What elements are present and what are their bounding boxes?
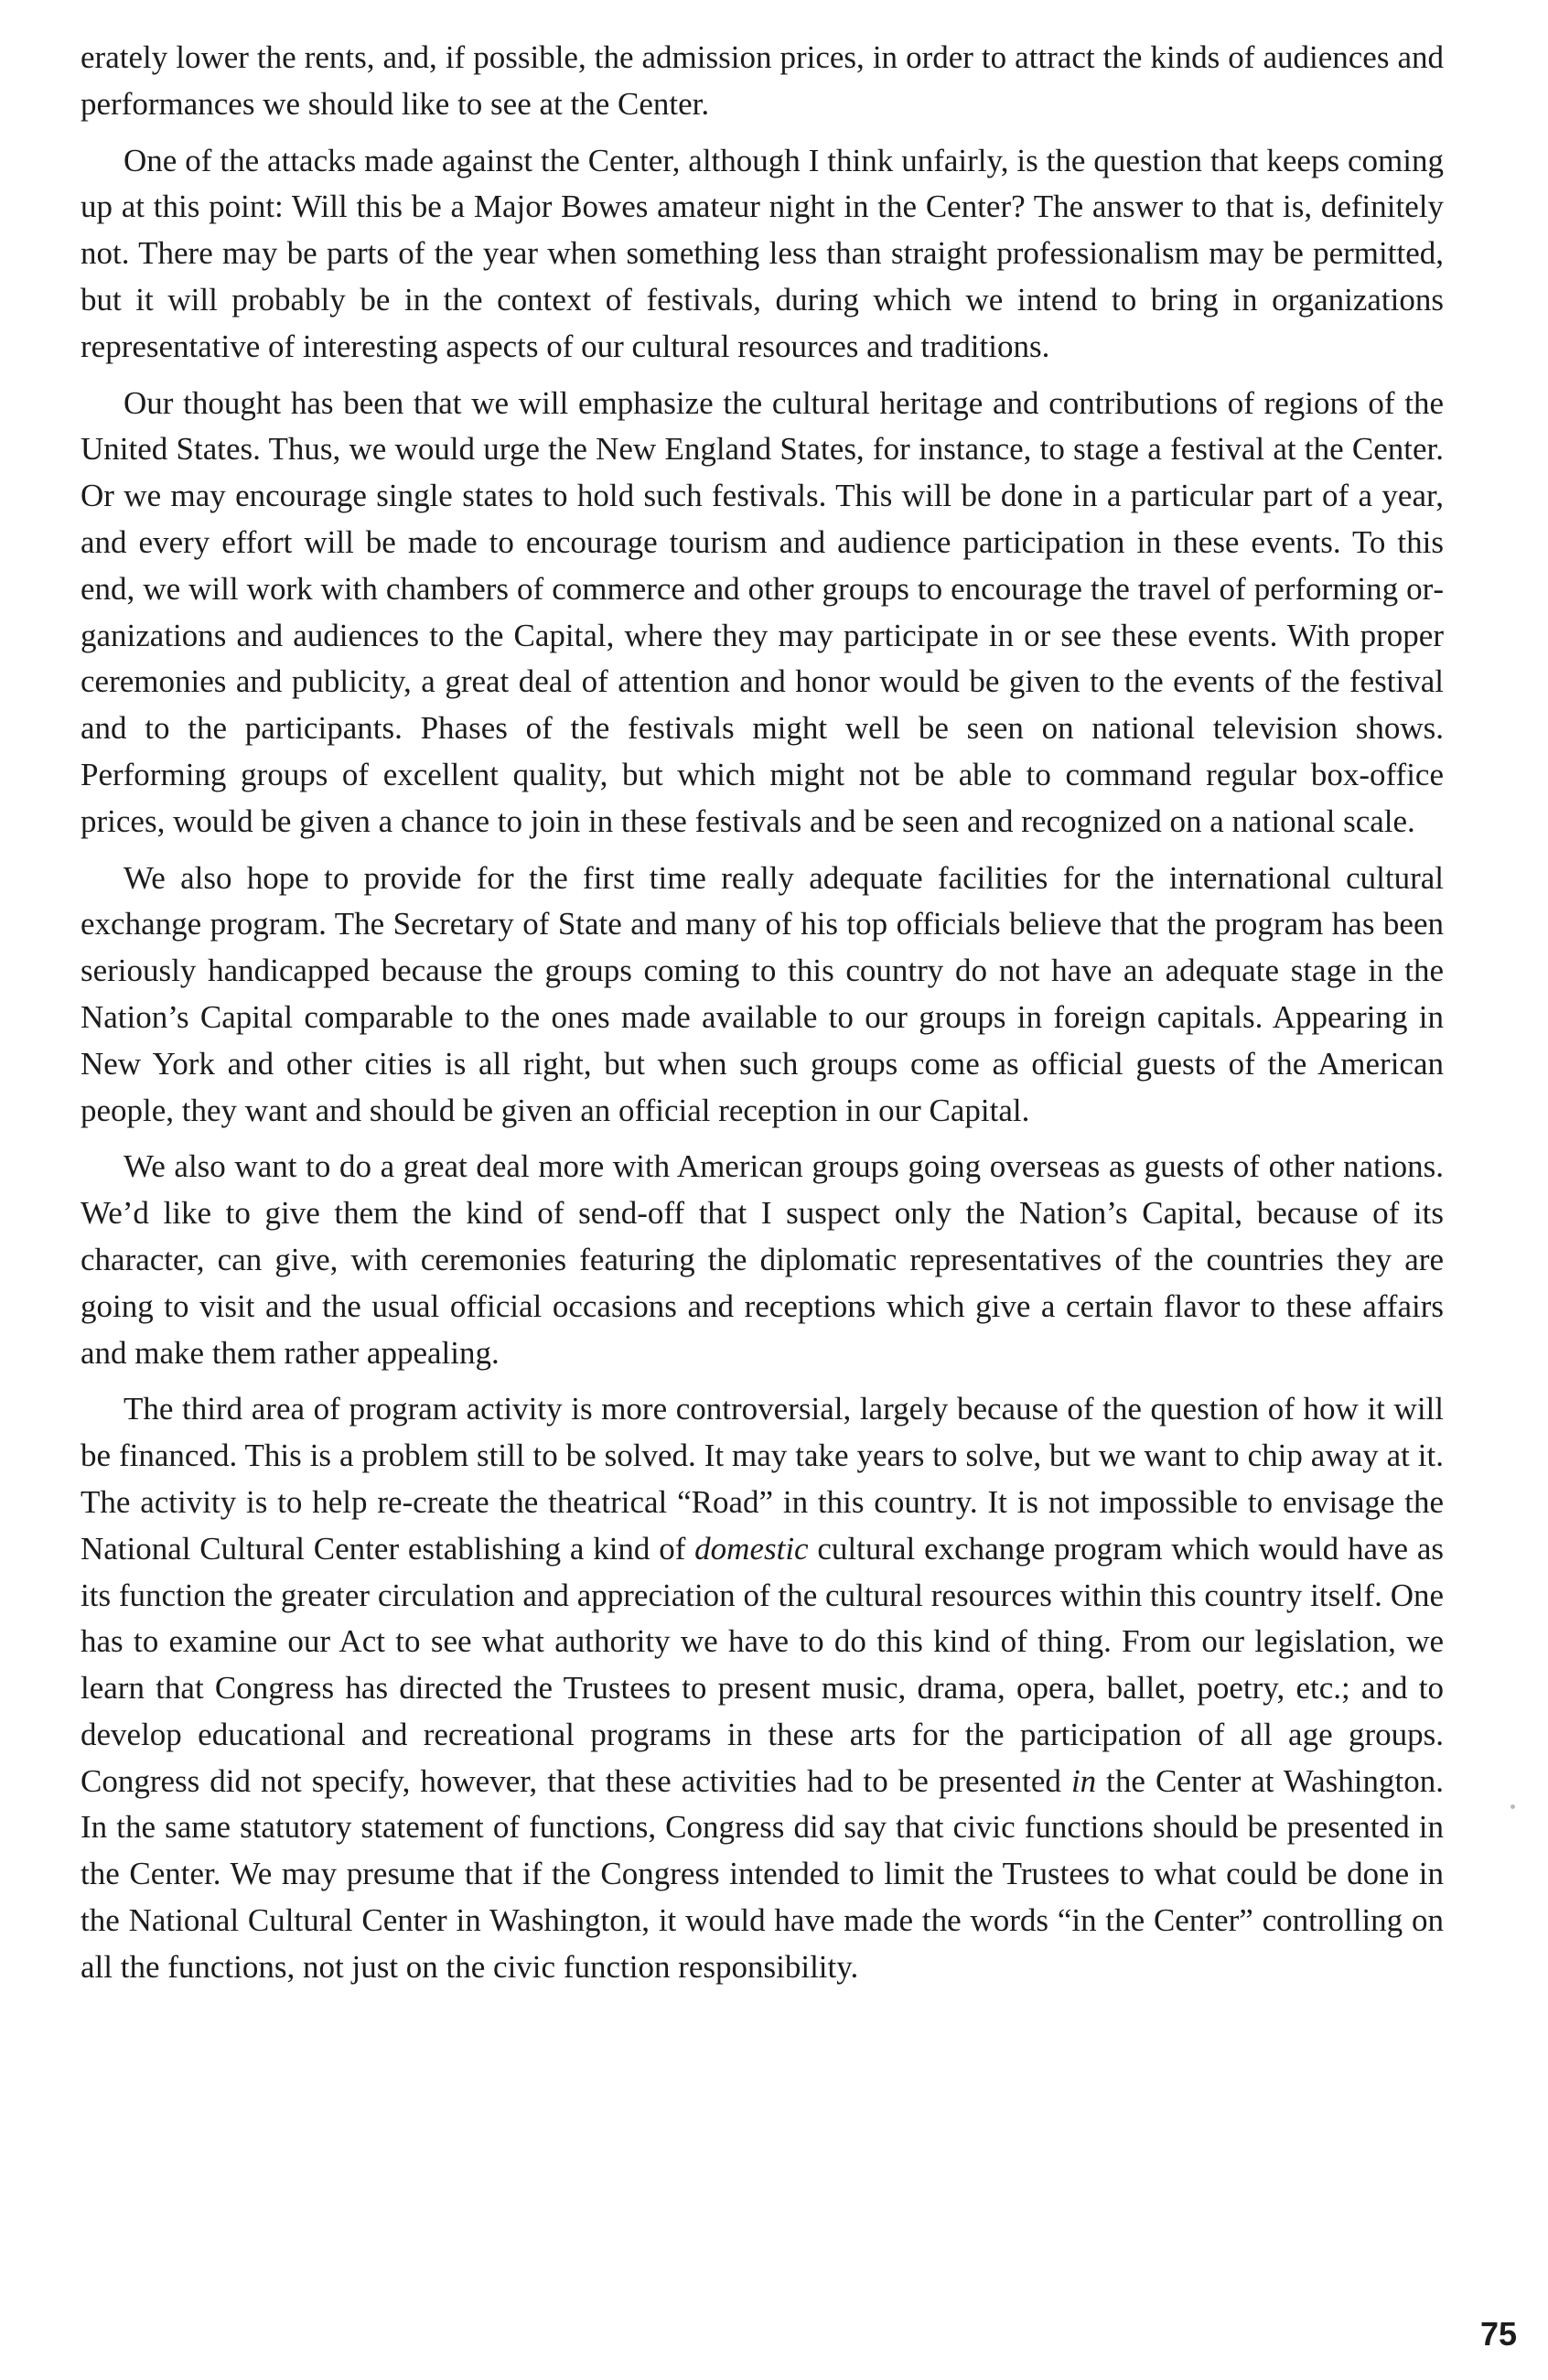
margin-speck (1510, 1804, 1515, 1809)
paragraph-regional-festivals: Our thought has been that we will emphasize the cultural heritage and contributions of regions of the United States. Thus, we would urge the New England States, for instance, to stage a festival at the Center. Or we may encourage single states to hold such festivals. This will be done in a particular part of a year, and every effort will be made to encourage tourism and audience participation in these events. To this end, we will work with chambers of commerce and other groups to encourage the travel of performing organizations and audiences to the Capital, where they may participate in or see these events. With proper ceremonies and publicity, a great deal of attention and honor would be given to the events of the festival and to the participants. Phases of the festivals might well be seen on national television shows. Performing groups of excellent quality, but which might not be able to command regular box-office prices, would be given a chance to join in these festivals and be seen and recognized on a national scale. (81, 384, 1444, 839)
paragraph-international-exchange: We also hope to provide for the first time really adequate facilities for the international cultural exchange program. The Secretary of State and many of his top officials believe that the program has been seriously handicapped because the groups coming to this country do not have an adequate stage in the Nation’s Capital comparable to the ones made available to our groups in foreign capitals. Appearing in New York and other cities is all right, but when such groups come as official guests of the American people, they want and should be given an official reception in our Capital. (81, 859, 1444, 1128)
paragraph-overseas-groups: We also want to do a great deal more with American groups going overseas as guests of other nations. We’d like to give them the kind of send-off that I suspect only the Nation’s Capital, because of its character, can give, with ceremonies featuring the diplomatic representatives of the countries they are going to visit and the usual official occasions and receptions which give a certain flavor to these affairs and make them rather appealing. (81, 1148, 1444, 1371)
paragraph-continuation: erately lower the rents, and, if possible, the admission prices, in order to attract the kinds of audiences and performances we should like to see at the Center. (81, 39, 1444, 122)
page-number: 75 (1480, 2315, 1518, 2353)
paragraph-attacks: One of the attacks made against the Center, although I think unfairly, is the question that keeps coming up at this point: Will this be a Major Bowes amateur night in the Center? The answer to that is, definitely not. There may be parts of the year when something less than straight professionalism may be permitted, but it will probably be in the context of festivals, during which we intend to bring in organizations representative of interesting aspects of our cultural resources and traditions. (81, 142, 1444, 364)
paragraph-third-area: The third area of program activity is more controversial, largely because of the question of how it will be financed. This is a problem still to be solved. It may take years to solve, but we want to chip away at it. The activity is to help re-create the theatrical “Road” in this country. It is not impossible to envisage the National Cultural Center establishing a kind of domestic cultural exchange program which would have as its function the greater circulation and appreciation of the cultural resources within this country itself. One has to examine our Act to see what authority we have to do this kind of thing. From our legislation, we learn that Congress has directed the Trustees to present music, drama, opera, ballet, poetry, etc.; and to develop educational and recreational programs in these arts for the participation of all age groups. Congress did not specify, however, that these activities had to be presented in the Center at Washington. In the same statutory statement of functions, Congress did say that civic functions should be presented in the Center. We may presume that if the Congress intended to limit the Trustees to what could be done in the National Cultural Center in Washington, it would have made the words “in the Center” controlling on all the functions, not just on the civic function responsibility. (81, 1391, 1444, 1985)
emphasis-in: in (1070, 1762, 1097, 1799)
emphasis-domestic: domestic (694, 1530, 809, 1567)
body-text (81, 35, 1444, 1991)
